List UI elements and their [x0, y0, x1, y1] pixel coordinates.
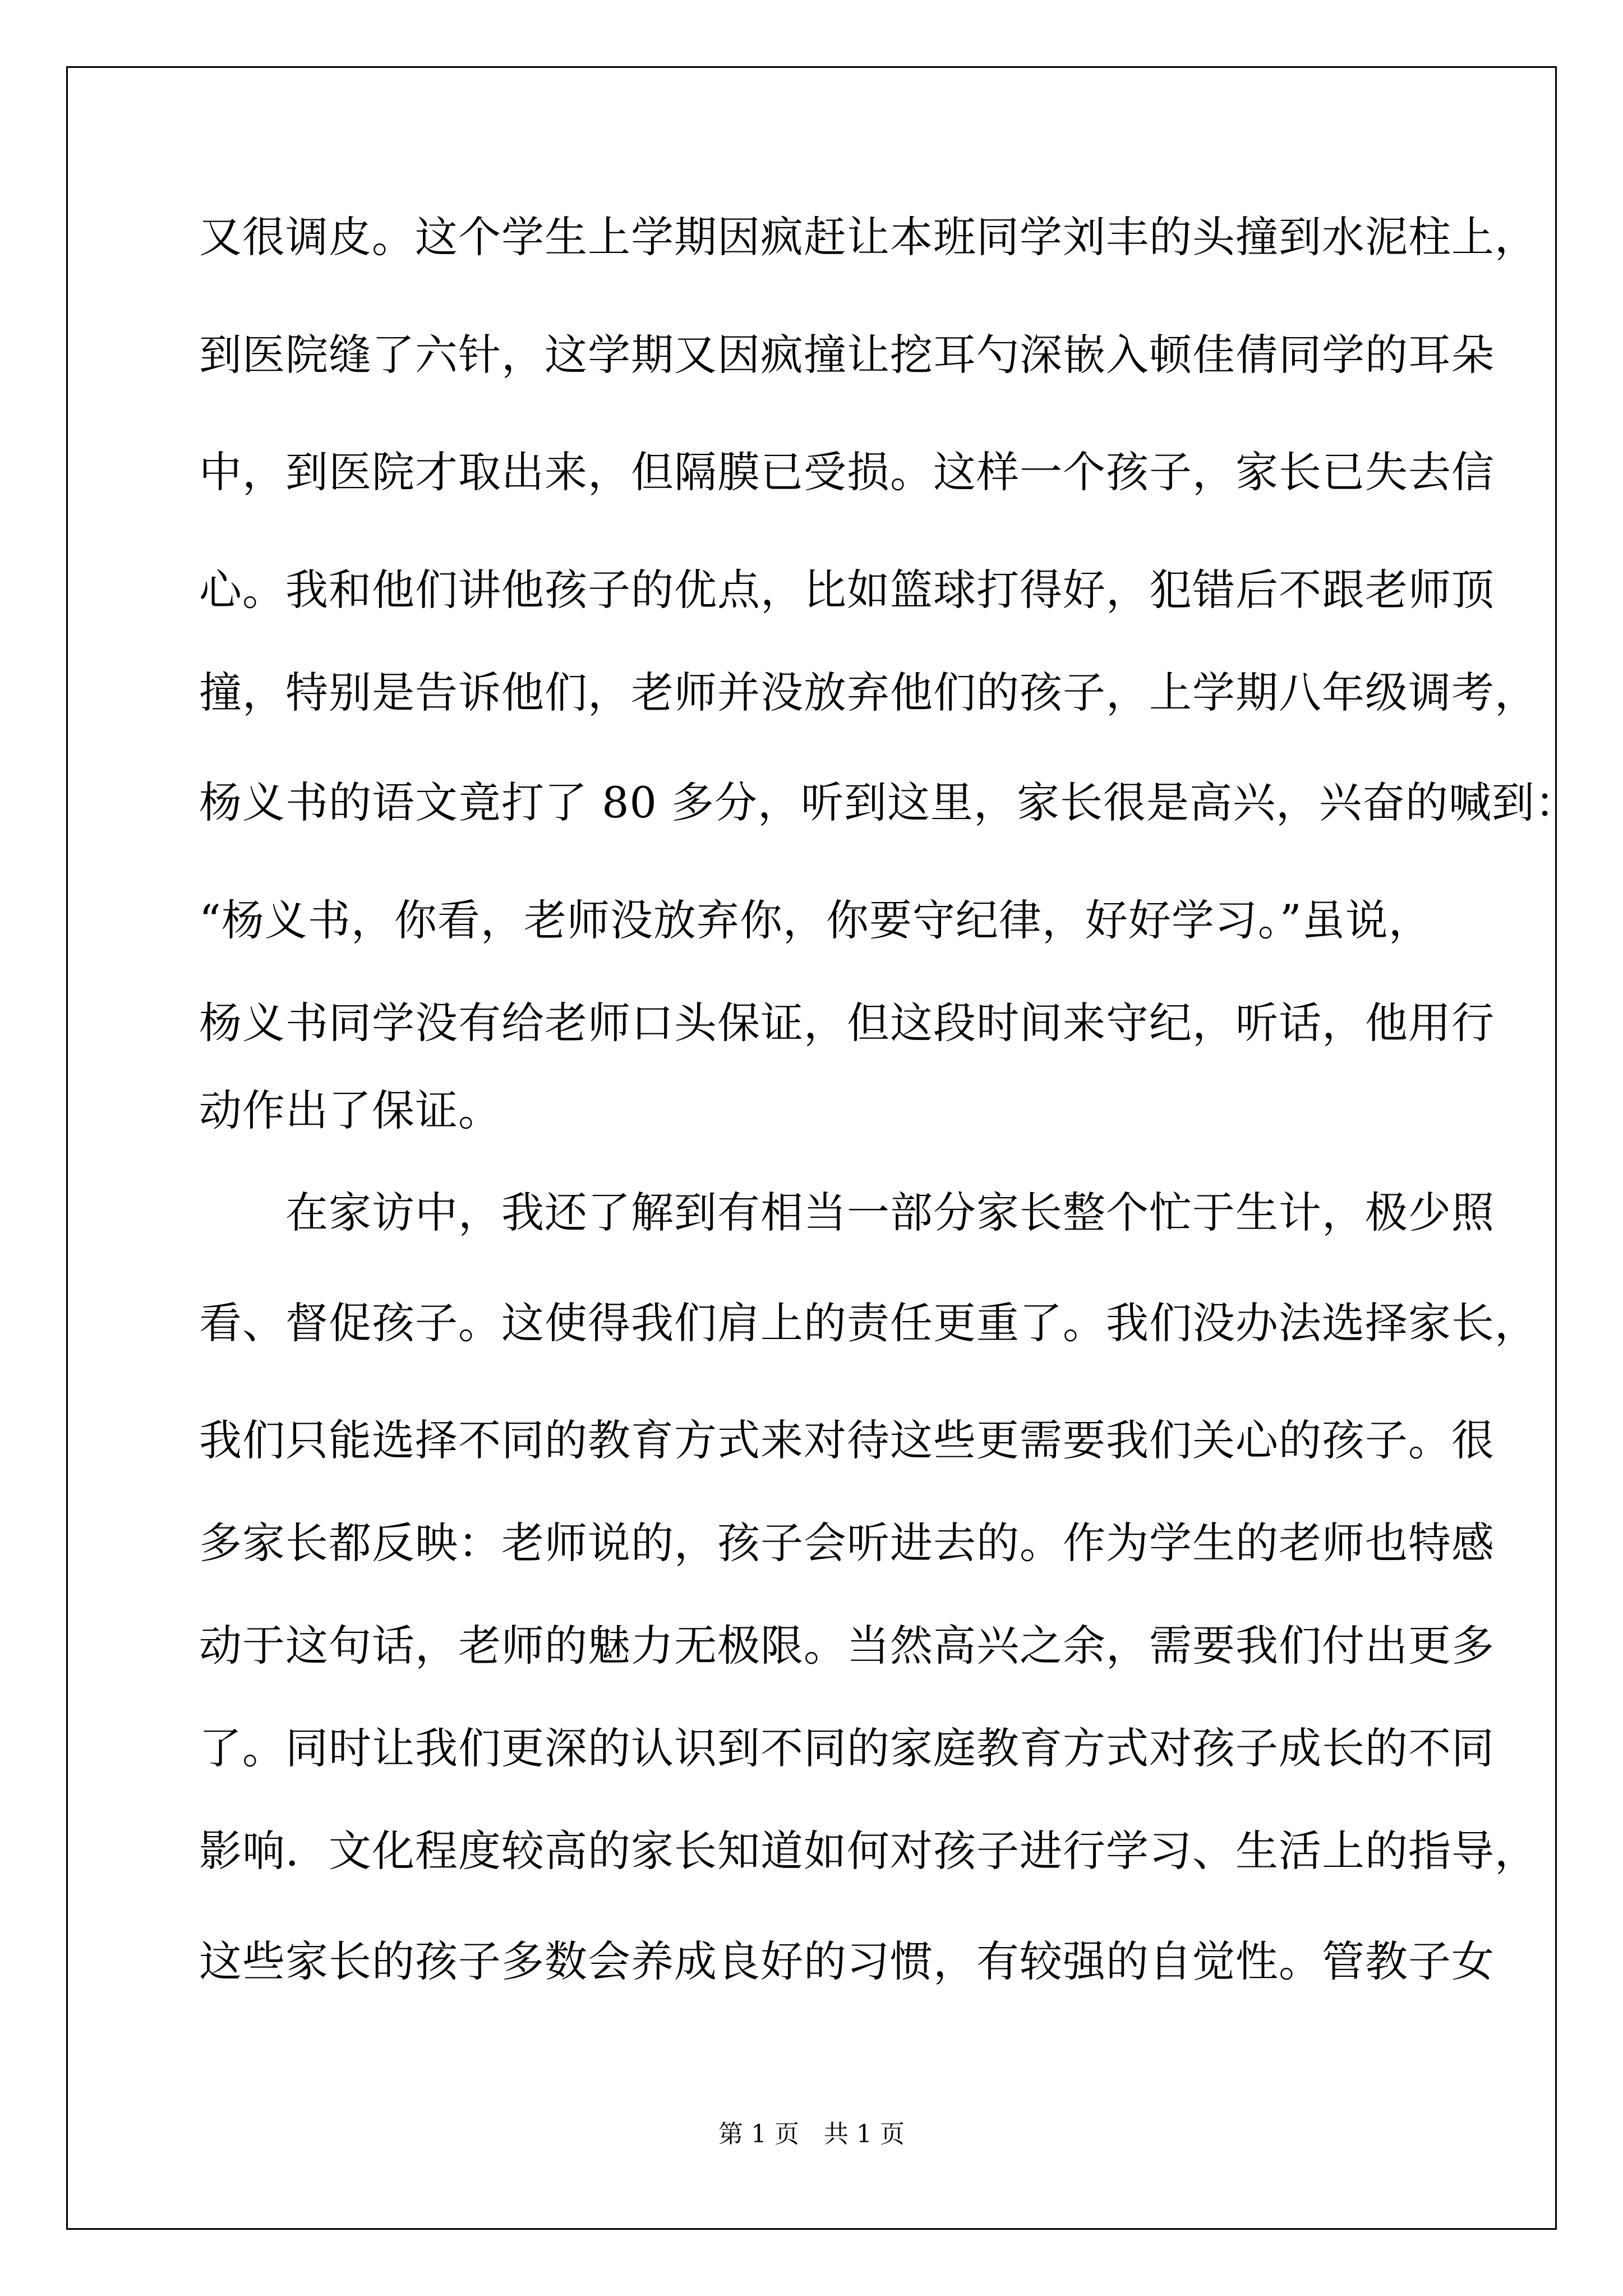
page-frame [66, 66, 1579, 2230]
page-footer: 第 1 页 共 1 页 [718, 2120, 905, 2148]
text-line: 影响．文化程度较高的家长知道如何对孩子进行学习、生活上的指导， [199, 1826, 1538, 1876]
text-line: 这些家长的孩子多数会养成良好的习惯，有较强的自觉性。管教子女 [199, 1936, 1495, 1986]
text-line: 在家访中，我还了解到有相当一部分家长整个忙于生计，极少照 [199, 1188, 1495, 1237]
text-line: 到医院缝了六针，这学期又因疯撞让挖耳勺深嵌入顿佳倩同学的耳朵 [199, 330, 1495, 380]
text-line: “杨义书，你看，老师没放弃你，你要守纪律，好好学习。”虽说， [199, 895, 1432, 945]
text-line: 杨义书的语文竟打了 80 多分，听到这里，家长很是高兴，兴奋的喊到： [199, 777, 1579, 827]
text-line: 心。我和他们讲他孩子的优点，比如篮球打得好，犯错后不跟老师顶 [199, 565, 1495, 615]
text-line: 多家长都反映：老师说的，孩子会听进去的。作为学生的老师也特感 [199, 1518, 1495, 1568]
text-line: 动于这句话，老师的魅力无极限。当然高兴之余，需要我们付出更多 [199, 1621, 1495, 1671]
text-line: 我们只能选择不同的教育方式来对待这些更需要我们关心的孩子。很 [199, 1415, 1495, 1465]
text-line: 中，到医院才取出来，但隔膜已受损。这样一个孩子，家长已失去信 [199, 447, 1495, 497]
text-line: 动作出了保证。 [199, 1085, 501, 1135]
text-line: 看、督促孩子。这使得我们肩上的责任更重了。我们没办法选择家长， [199, 1298, 1538, 1348]
text-line: 杨义书同学没有给老师口头保证，但这段时间来守纪，听话，他用行 [199, 998, 1495, 1048]
text-line: 又很调皮。这个学生上学期因疯赶让本班同学刘丰的头撞到水泥柱上， [199, 212, 1538, 262]
text-line: 了。同时让我们更深的认识到不同的家庭教育方式对孩子成长的不同 [199, 1723, 1495, 1773]
text-line: 撞，特别是告诉他们，老师并没放弃他们的孩子，上学期八年级调考， [199, 668, 1538, 717]
